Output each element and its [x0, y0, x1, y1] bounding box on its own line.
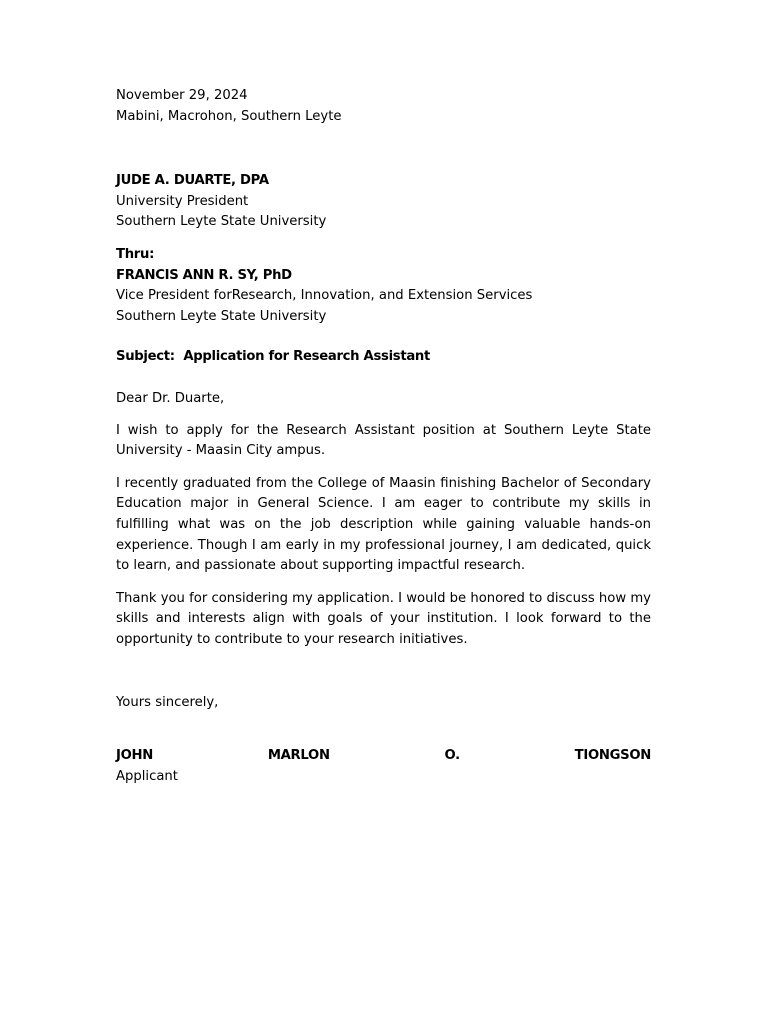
- recipient-organization: Southern Leyte State University: [116, 214, 327, 230]
- letter-page: [116, 86, 651, 787]
- signature-block: [116, 746, 651, 787]
- recipient-title: University President: [116, 193, 249, 209]
- letter-date: November 29, 2024: [116, 88, 248, 103]
- closing: [116, 693, 651, 714]
- body-paragraph-2: I recently graduated from the College of Maasin finishing Bachelor of Secondary Education major in General Science. I am eager to contribute my skills in fulfilling what was on the job description while gaining valuable hands-on experience. Though I am early in my professional journey, I am dedicated, quick to learn, and passionate about supporting impactful research.: [116, 475, 651, 574]
- signature-middle-initial: O.: [444, 748, 460, 764]
- recipient-block: [116, 171, 651, 233]
- letter-location: Mabini, Macrohon, Southern Leyte: [116, 108, 342, 124]
- signature-middle-name: MARLON: [267, 748, 330, 764]
- date-location-block: [116, 86, 651, 127]
- thru-name: FRANCIS ANN R. SY, PhD: [116, 267, 292, 283]
- closing-text: Yours sincerely,: [116, 695, 219, 711]
- thru-title: Vice President forResearch, Innovation, and Extension Services: [116, 288, 533, 304]
- signature-role: Applicant: [116, 768, 178, 784]
- thru-organization: Southern Leyte State University: [116, 308, 327, 324]
- body-paragraph-1: I wish to apply for the Research Assistant position at Southern Leyte State University - Maasin City ampus.: [116, 422, 651, 459]
- subject-line: Subject: Application for Research Assistant: [116, 349, 431, 365]
- signature-name: [116, 746, 651, 767]
- signature-first-name: JOHN: [116, 748, 153, 764]
- salutation: [116, 389, 651, 410]
- subject-block: [116, 347, 651, 368]
- thru-block: [116, 245, 651, 327]
- salutation-text: Dear Dr. Duarte,: [116, 390, 225, 406]
- thru-label: Thru:: [116, 246, 155, 262]
- body-paragraph-3: Thank you for considering my application. I would be honored to discuss how my skills and interests align with goals of your institution. I look forward to the opportunity to contribute to your research initiatives.: [116, 590, 651, 647]
- signature-last-name: TIONGSON: [574, 748, 651, 764]
- recipient-name: JUDE A. DUARTE, DPA: [116, 173, 269, 189]
